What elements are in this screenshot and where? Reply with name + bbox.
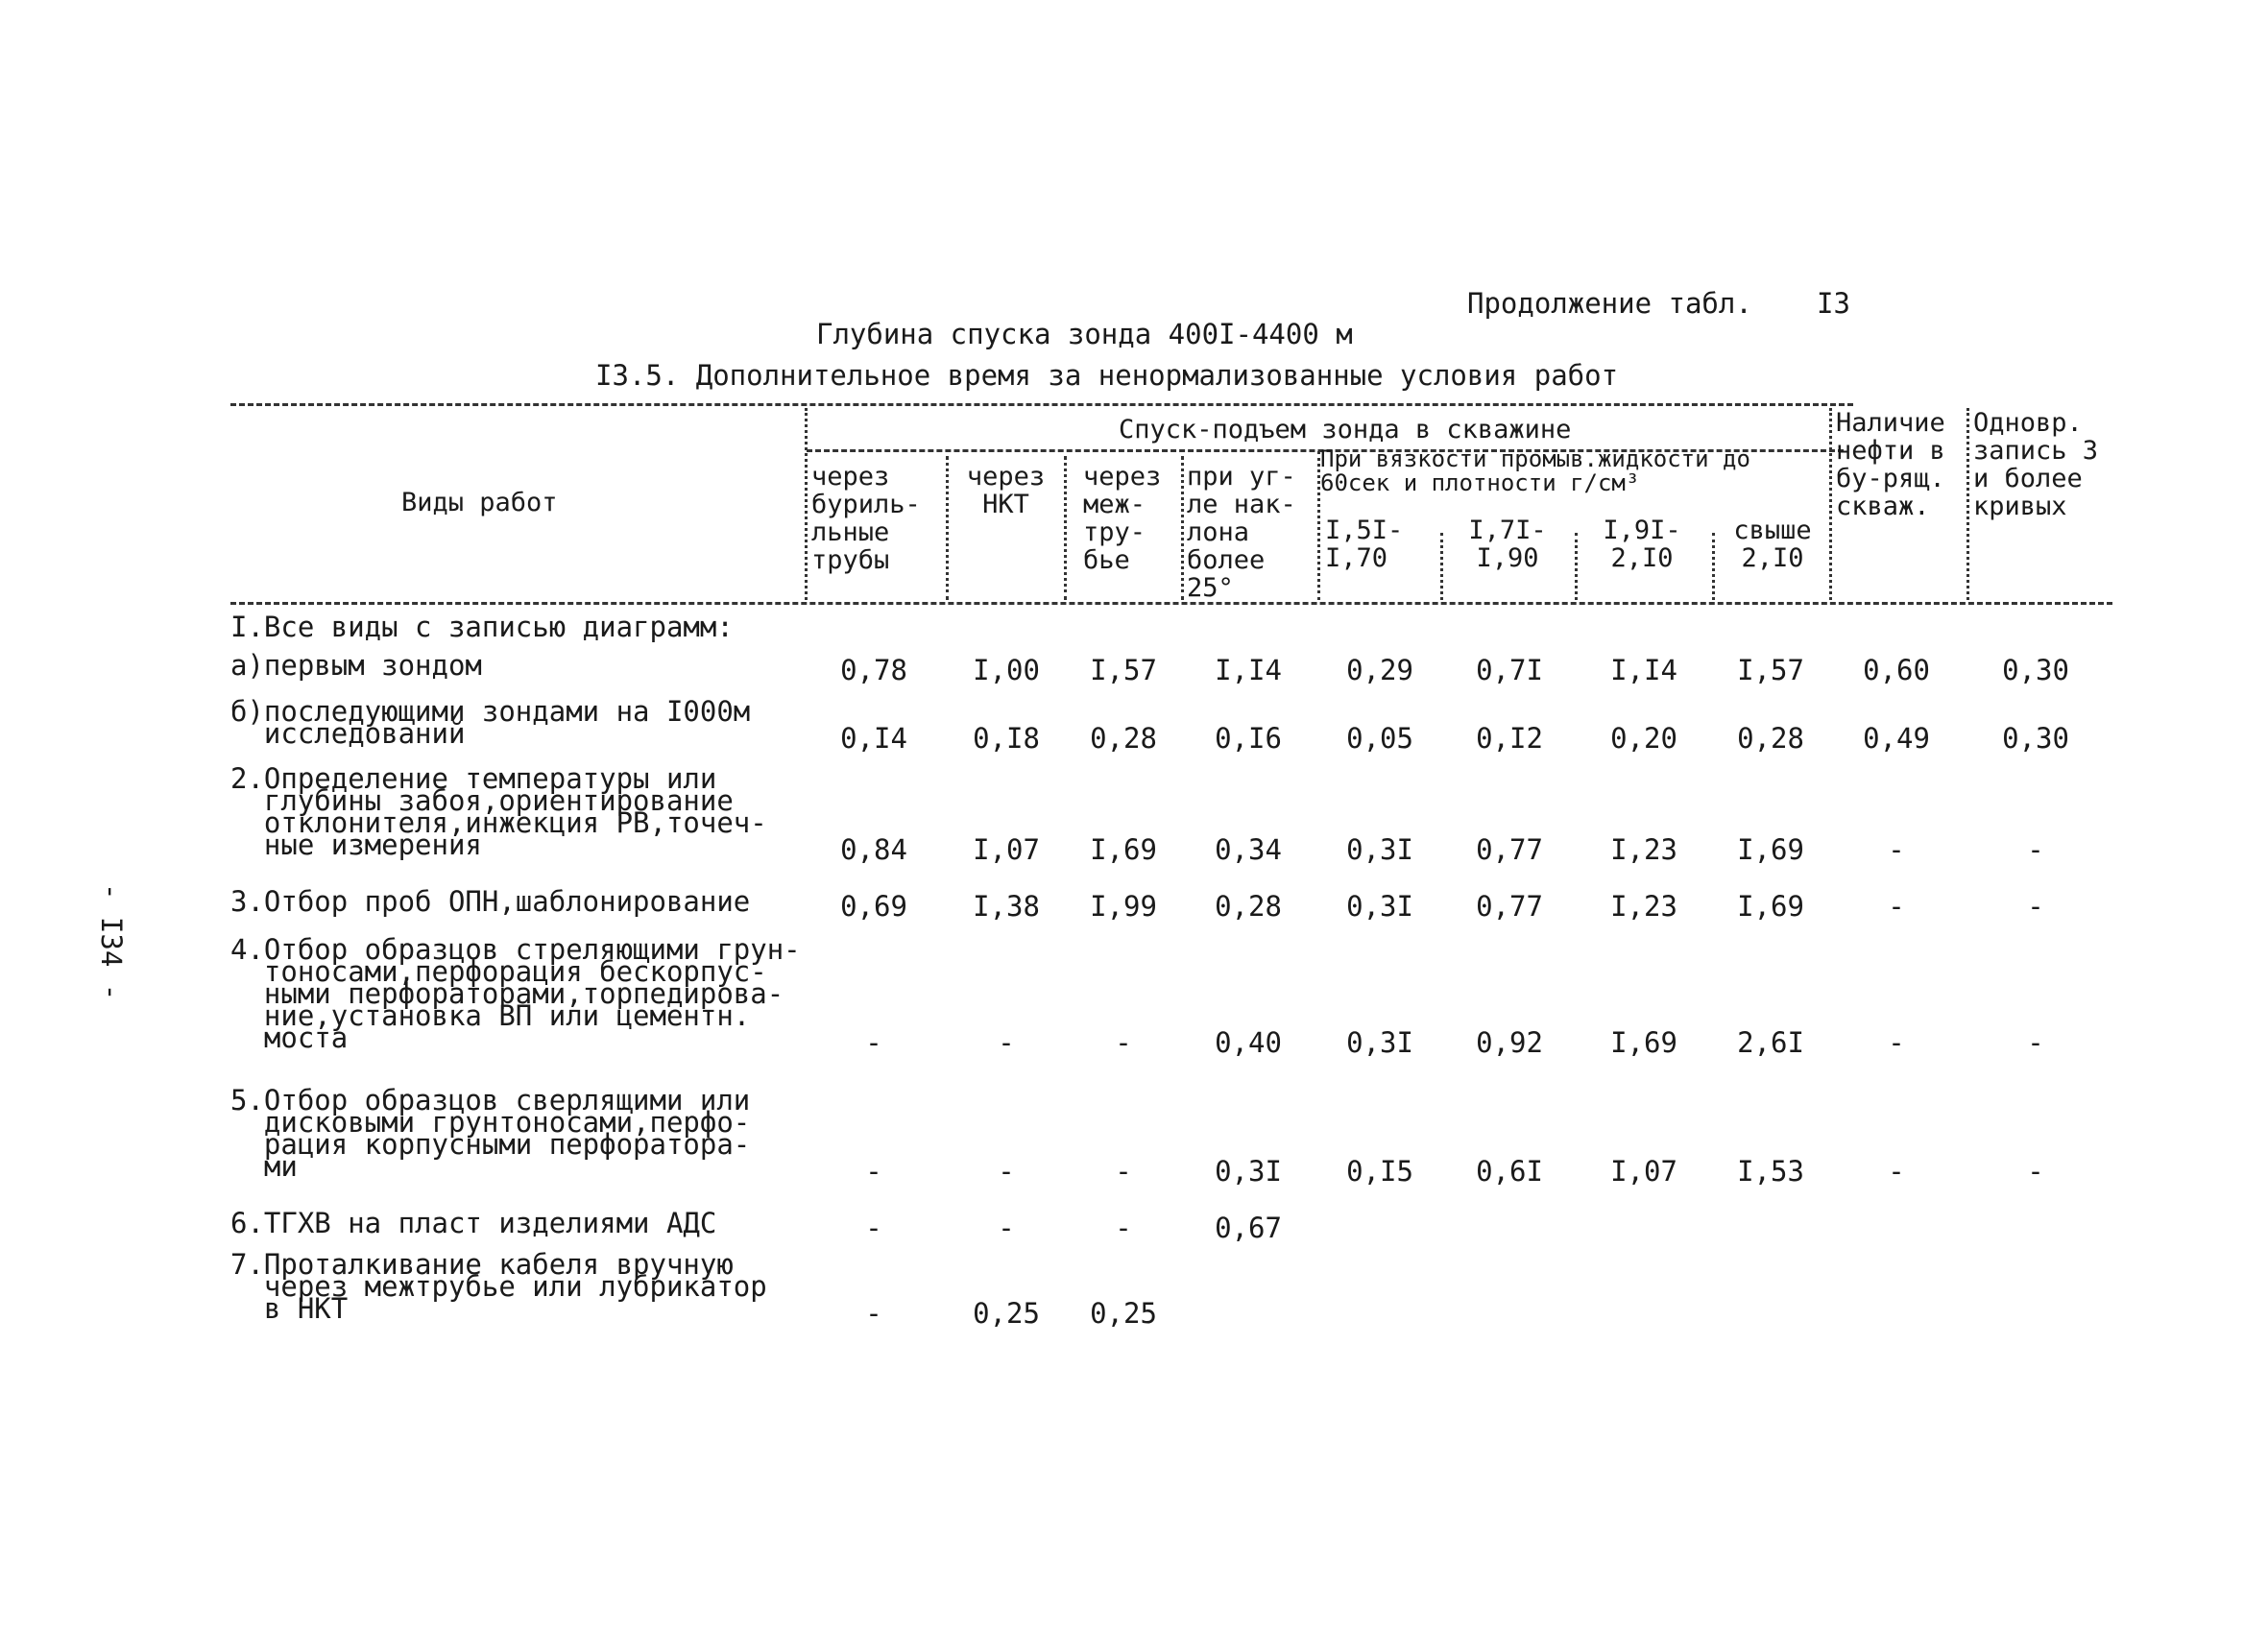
table-cell: 0,6I (1476, 1155, 1543, 1188)
header-work-types: Виды работ (401, 488, 558, 517)
table-cell: - (1888, 890, 1905, 923)
header-col8: свыше 2,I0 (1733, 516, 1812, 573)
table-cell: 0,I5 (1346, 1155, 1413, 1188)
table-cell: 0,84 (840, 833, 907, 866)
table-cell: 0,20 (1610, 722, 1677, 755)
table-cell: 0,77 (1476, 890, 1543, 923)
table-cell: I,I4 (1215, 654, 1282, 686)
page-number: - I34 - (95, 883, 128, 1001)
table-cell: I,53 (1737, 1155, 1804, 1188)
table-cell: I,07 (973, 833, 1040, 866)
table-cell: 0,49 (1863, 722, 1930, 755)
table-cell: - (998, 1155, 1015, 1188)
table-cell: 0,60 (1863, 654, 1930, 686)
table-cell: 0,28 (1215, 890, 1282, 923)
row-label: 3.Отбор проб ОПН,шаблонирование (230, 885, 751, 918)
header-col2: через НКТ (966, 462, 1046, 519)
depth-title: Глубина спуска зонда 400I-4400 м (816, 318, 1353, 350)
table-cell: - (998, 1212, 1015, 1244)
table-cell: 0,69 (840, 890, 907, 923)
header-col5: I,5I-I,70 (1325, 516, 1404, 573)
header-col1: через буриль-льные трубы (811, 462, 921, 575)
table-cell: - (1888, 1026, 1905, 1059)
table-cell: 0,3I (1346, 890, 1413, 923)
table-cell: 0,3I (1215, 1155, 1282, 1188)
table-cell: I,I4 (1610, 654, 1677, 686)
col-sep (1712, 533, 1715, 600)
table-cell: I,00 (973, 654, 1040, 686)
table-cell: I,07 (1610, 1155, 1677, 1188)
table-cell: I,69 (1737, 890, 1804, 923)
table-cell: 0,I4 (840, 722, 907, 755)
header-group: Спуск-подъем зонда в скважине (1119, 415, 1572, 444)
table-cell: - (1115, 1212, 1132, 1244)
table-cell: - (1888, 1155, 1905, 1188)
table-cell: I,69 (1737, 833, 1804, 866)
col-sep (1966, 408, 1969, 600)
col-sep (1440, 533, 1443, 600)
table-cell: - (2027, 833, 2044, 866)
table-cell: 0,3I (1346, 1026, 1413, 1059)
row-label: 2.Определение температуры или глубины забоя,ориентирование отклонителя,инжекция РВ,точеч- ные измерения (230, 762, 767, 861)
table-cell: I,23 (1610, 890, 1677, 923)
header-col6: I,7I-I,90 (1468, 516, 1547, 573)
table-cell: I,57 (1090, 654, 1157, 686)
table-cell: 0,05 (1346, 722, 1413, 755)
table-cell: I,69 (1090, 833, 1157, 866)
col-sep (1181, 456, 1184, 600)
table-cell: - (865, 1212, 882, 1244)
header-col4: при уг-ле нак-лона более 25° (1187, 462, 1296, 603)
table-cell: 0,30 (2002, 722, 2069, 755)
table-cell: - (998, 1026, 1015, 1059)
table-cell: - (2027, 890, 2044, 923)
table-cell: 0,3I (1346, 833, 1413, 866)
table-cell: 0,I2 (1476, 722, 1543, 755)
row-label: 6.ТГХВ на пласт изделиями АДС (230, 1207, 717, 1239)
row-label: I.Все виды с записью диаграмм: (230, 611, 734, 643)
table-cell: 0,7I (1476, 654, 1543, 686)
table-cell: I,38 (973, 890, 1040, 923)
table-cell: 0,25 (973, 1297, 1040, 1330)
continuation-number: I3 (1817, 287, 1850, 320)
continuation-label: Продолжение табл. (1467, 287, 1752, 320)
table-cell: 2,6I (1737, 1026, 1804, 1059)
col-sep (1064, 456, 1067, 600)
table-cell: - (865, 1155, 882, 1188)
row-label: 7.Проталкивание кабеля вручную через межтрубье или лубрикатор в НКТ (230, 1248, 767, 1325)
table-cell: - (865, 1297, 882, 1330)
table-cell: 0,28 (1090, 722, 1157, 755)
table-cell: - (865, 1026, 882, 1059)
table-cell: I,99 (1090, 890, 1157, 923)
table-cell: 0,40 (1215, 1026, 1282, 1059)
table-cell: - (2027, 1026, 2044, 1059)
table-cell: 0,34 (1215, 833, 1282, 866)
header-col9: Наличие нефти в бу-рящ. скваж. (1836, 408, 1945, 521)
col-sep (946, 456, 949, 600)
header-bottom-rule (230, 602, 2112, 605)
header-col3: через меж-тру-бье (1083, 462, 1162, 575)
row-label: а)первым зондом (230, 649, 482, 682)
section-title: I3.5. Дополнительное время за ненормализованные условия работ (595, 359, 1619, 392)
table-cell: 0,67 (1215, 1212, 1282, 1244)
col-sep (805, 408, 808, 600)
table-cell: 0,I6 (1215, 722, 1282, 755)
col-sep (1575, 533, 1578, 600)
table-cell: - (1115, 1155, 1132, 1188)
table-cell: I,23 (1610, 833, 1677, 866)
header-viscosity-group: При вязкости промыв.жидкости до 60сек и плотности г/см³ (1320, 445, 1750, 496)
header-col7: I,9I-2,I0 (1603, 516, 1681, 573)
table-cell: 0,28 (1737, 722, 1804, 755)
table-cell: 0,78 (840, 654, 907, 686)
table-cell: 0,92 (1476, 1026, 1543, 1059)
table-cell: 0,25 (1090, 1297, 1157, 1330)
table-cell: I,69 (1610, 1026, 1677, 1059)
row-label: 5.Отбор образцов сверлящими или дисковыми грунтоносами,перфо- рация корпусными перфоратора- ми (230, 1084, 751, 1183)
row-label: 4.Отбор образцов стреляющими грун- тоносами,перфорация бескорпус- ными перфораторами,торпедирова- ние,установка ВП или цементн. моста (230, 933, 801, 1054)
table-cell: - (1115, 1026, 1132, 1059)
table-cell: - (1888, 833, 1905, 866)
table-cell: 0,29 (1346, 654, 1413, 686)
row-label: б)последующими зондами на I000м исследований (230, 695, 751, 750)
table-cell: 0,I8 (973, 722, 1040, 755)
table-cell: I,57 (1737, 654, 1804, 686)
header-col10: Одновр. запись 3 и более кривых (1973, 408, 2099, 521)
table-cell: - (2027, 1155, 2044, 1188)
table-cell: 0,77 (1476, 833, 1543, 866)
col-sep (1829, 408, 1832, 600)
table-cell: 0,30 (2002, 654, 2069, 686)
header-top-rule (230, 403, 1853, 406)
